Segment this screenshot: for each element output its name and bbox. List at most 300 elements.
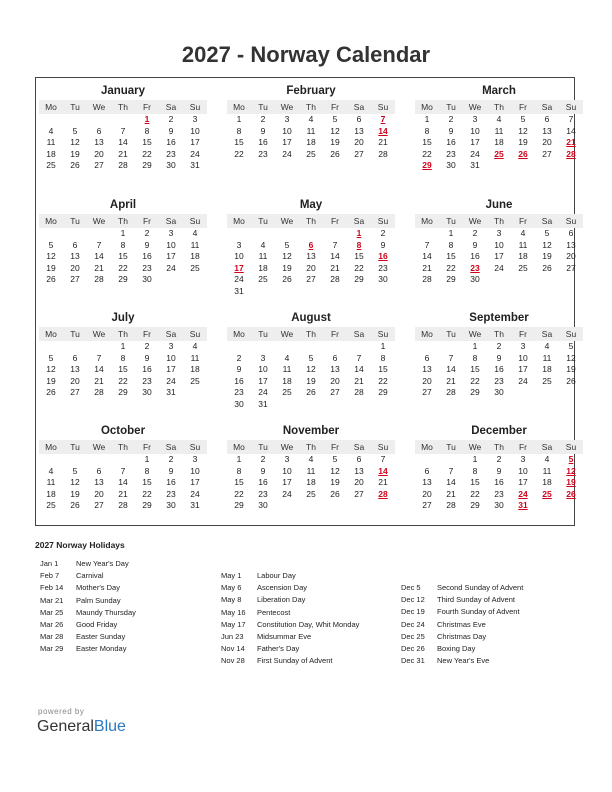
holiday-date: Feb 14	[40, 583, 64, 593]
day-cell: 23	[234, 387, 244, 397]
week-row	[227, 263, 395, 275]
weekday-label: Tu	[258, 442, 268, 452]
holiday-day-cell: 25	[542, 488, 552, 499]
day-cell: 24	[470, 148, 480, 159]
day-cell: 4	[520, 228, 526, 238]
holiday-row	[40, 643, 136, 655]
weekday-label: We	[280, 216, 294, 226]
week-row	[227, 341, 395, 353]
day-cell: 30	[234, 398, 244, 409]
weekday-header	[227, 214, 395, 228]
day-cell: 22	[378, 375, 388, 386]
day-cell: 4	[284, 352, 290, 363]
holiday-row	[221, 619, 359, 631]
day-cell: 10	[494, 239, 504, 250]
day-cell: 14	[446, 477, 456, 487]
day-cell	[559, 160, 583, 172]
day-cell: 31	[258, 398, 268, 409]
holiday-date: Dec 12	[401, 595, 425, 605]
holiday-date: Mar 25	[40, 607, 64, 617]
month-name: December	[471, 425, 527, 437]
holiday-day-cell: 31	[518, 500, 528, 510]
day-cell: 11	[306, 125, 316, 136]
holiday-row	[221, 655, 359, 667]
week-row	[227, 274, 395, 286]
day-cell: 13	[94, 137, 104, 147]
day-cell: 17	[470, 137, 480, 147]
day-cell: 17	[518, 477, 528, 487]
day-cell: 14	[118, 477, 128, 487]
day-cell: 12	[46, 364, 56, 374]
day-cell: 28	[378, 148, 388, 159]
day-cell	[227, 228, 251, 240]
day-cell: 3	[168, 228, 174, 238]
day-cell: 2	[472, 228, 478, 238]
weekday-header	[415, 214, 583, 228]
holiday-row	[40, 619, 136, 631]
weekday-label: Fr	[330, 442, 340, 452]
day-cell: 21	[446, 375, 456, 386]
day-cell: 9	[168, 125, 174, 136]
weekday-label: Tu	[70, 216, 80, 226]
month-october	[39, 423, 207, 512]
day-cell: 7	[380, 454, 386, 464]
day-cell: 19	[46, 375, 56, 386]
weekday-label: Fr	[142, 216, 152, 226]
month-january	[39, 83, 207, 172]
day-cell: 27	[94, 160, 104, 170]
week-row	[39, 500, 207, 512]
day-cell: 26	[46, 387, 56, 397]
day-cell: 17	[518, 364, 528, 374]
holiday-date: Dec 24	[401, 619, 425, 629]
day-cell: 31	[234, 285, 244, 296]
day-cell: 16	[166, 477, 176, 487]
day-cell: 10	[166, 352, 176, 363]
weekday-label: Sa	[541, 442, 553, 452]
holiday-column	[221, 570, 359, 668]
month-name: November	[282, 425, 340, 437]
day-cell: 28	[118, 160, 128, 170]
week-row	[415, 489, 583, 501]
weekday-label: We	[92, 329, 106, 339]
day-cell: 6	[424, 352, 430, 363]
day-cell	[39, 114, 63, 126]
holiday-name: Third Sunday of Advent	[437, 595, 515, 605]
day-cell: 22	[142, 488, 152, 499]
day-cell: 26	[330, 488, 340, 499]
week-row	[415, 160, 583, 172]
holiday-row	[40, 595, 136, 607]
day-cell	[439, 454, 463, 466]
day-cell: 3	[520, 341, 526, 351]
day-cell	[275, 286, 299, 298]
day-cell: 23	[166, 488, 176, 499]
day-cell	[183, 387, 207, 399]
day-cell: 10	[470, 125, 480, 136]
week-row	[39, 376, 207, 388]
week-row	[39, 364, 207, 376]
week-row	[415, 149, 583, 161]
day-cell: 13	[422, 477, 432, 487]
holiday-day-cell: 17	[234, 262, 244, 273]
day-cell: 14	[422, 251, 432, 261]
holiday-name: Boxing Day	[437, 643, 476, 653]
weekday-label: Su	[189, 329, 201, 339]
weekday-label: Su	[565, 442, 577, 452]
weekday-label: We	[468, 329, 482, 339]
day-cell: 21	[118, 488, 128, 499]
day-cell: 4	[48, 465, 54, 476]
day-cell: 7	[96, 352, 102, 363]
day-cell: 19	[70, 488, 80, 499]
day-cell	[347, 286, 371, 298]
weekday-label: Mo	[45, 442, 57, 452]
week-row	[227, 500, 395, 512]
generalblue-logo[interactable]	[37, 718, 126, 736]
day-cell: 27	[306, 274, 316, 284]
holiday-name: New Year's Day	[76, 559, 129, 568]
day-cell: 7	[356, 352, 362, 363]
week-row	[227, 477, 395, 489]
day-cell: 15	[470, 364, 480, 374]
day-cell: 7	[120, 465, 126, 476]
weekday-label: Fr	[142, 442, 152, 452]
weekday-label: Mo	[233, 442, 245, 452]
day-cell: 17	[190, 137, 200, 147]
holiday-day-cell: 28	[566, 148, 576, 159]
day-cell: 1	[236, 114, 242, 124]
holiday-name: Mother's Day	[76, 583, 120, 593]
day-cell: 28	[446, 500, 456, 510]
weekday-label: We	[280, 442, 294, 452]
month-name: March	[482, 85, 516, 97]
day-cell: 15	[118, 364, 128, 374]
day-cell: 28	[446, 387, 456, 397]
weekday-label: Mo	[233, 102, 245, 112]
weekday-label: Fr	[518, 102, 528, 112]
day-cell: 29	[354, 274, 364, 284]
day-cell: 26	[542, 262, 552, 273]
weekday-label: Mo	[233, 216, 245, 226]
day-cell	[535, 274, 559, 286]
day-cell: 1	[120, 228, 126, 238]
day-cell: 8	[424, 125, 430, 136]
day-cell	[63, 114, 87, 126]
day-cell: 29	[142, 500, 152, 510]
day-cell: 1	[380, 341, 386, 351]
day-cell: 28	[94, 274, 104, 284]
day-cell: 29	[234, 500, 244, 510]
holiday-row	[40, 582, 136, 594]
day-cell: 24	[190, 148, 200, 159]
day-cell	[299, 399, 323, 411]
day-cell: 12	[566, 352, 576, 363]
holiday-day-cell: 23	[470, 262, 480, 273]
day-cell: 4	[544, 454, 550, 464]
week-row	[39, 274, 207, 286]
day-cell: 26	[330, 148, 340, 159]
day-cell	[535, 387, 559, 399]
holiday-name: Father's Day	[257, 644, 300, 654]
day-cell: 5	[544, 228, 550, 238]
weekday-label: Tu	[446, 102, 456, 112]
month-february	[227, 83, 395, 160]
day-cell: 11	[282, 364, 292, 374]
weekday-header	[415, 100, 583, 114]
day-cell: 4	[308, 454, 314, 464]
weekday-label: Mo	[45, 329, 57, 339]
week-row	[227, 364, 395, 376]
month-name: January	[100, 85, 146, 97]
month-name: September	[469, 312, 529, 324]
weekday-label: Tu	[258, 329, 268, 339]
holiday-row	[40, 570, 136, 582]
weekday-label: Fr	[330, 102, 340, 112]
holiday-day-cell: 21	[566, 137, 576, 147]
holiday-row	[221, 607, 359, 619]
weekday-label: Th	[494, 329, 504, 339]
day-cell: 1	[448, 228, 454, 238]
weekday-label: Fr	[142, 102, 152, 112]
day-cell: 18	[46, 488, 56, 499]
day-cell: 3	[192, 114, 198, 124]
day-cell: 23	[378, 262, 388, 273]
day-cell: 8	[380, 352, 386, 363]
day-cell: 3	[168, 341, 174, 351]
day-cell: 31	[190, 500, 200, 510]
week-row	[415, 376, 583, 388]
week-row	[39, 466, 207, 478]
day-cell	[183, 274, 207, 286]
week-row	[39, 228, 207, 240]
day-cell: 18	[190, 251, 200, 261]
day-cell: 30	[378, 274, 388, 284]
holiday-name: Second Sunday of Advent	[437, 583, 524, 592]
day-cell: 8	[120, 239, 126, 250]
day-cell: 15	[234, 477, 244, 487]
day-cell: 3	[284, 454, 290, 464]
day-cell	[511, 160, 535, 172]
day-cell: 20	[354, 477, 364, 487]
week-row	[39, 160, 207, 172]
day-cell: 24	[282, 488, 292, 499]
day-cell: 19	[566, 364, 576, 374]
holiday-row	[40, 631, 136, 643]
weekday-label: Su	[189, 442, 201, 452]
day-cell	[299, 228, 323, 240]
month-september	[415, 310, 583, 399]
day-cell: 9	[168, 465, 174, 476]
day-cell: 29	[470, 500, 480, 510]
holiday-date: May 6	[221, 583, 242, 593]
day-cell: 21	[354, 375, 364, 386]
day-cell: 9	[448, 125, 454, 136]
day-cell: 11	[190, 352, 200, 363]
day-cell	[371, 399, 395, 411]
day-cell: 16	[494, 477, 504, 487]
week-row	[227, 240, 395, 252]
weekday-label: Fr	[518, 442, 528, 452]
day-cell: 20	[566, 251, 576, 261]
day-cell: 27	[330, 387, 340, 397]
day-cell: 11	[258, 251, 268, 261]
day-cell: 22	[470, 375, 480, 386]
day-cell: 17	[166, 251, 176, 261]
holiday-day-cell: 5	[568, 454, 574, 464]
day-cell: 21	[94, 262, 104, 273]
day-cell: 18	[258, 262, 268, 273]
weekday-label: Mo	[421, 442, 433, 452]
holiday-name: Palm Sunday	[76, 595, 121, 605]
day-cell: 17	[282, 137, 292, 147]
day-cell: 25	[518, 262, 528, 273]
day-cell: 29	[142, 160, 152, 170]
weekday-header	[415, 327, 583, 341]
day-cell: 18	[542, 364, 552, 374]
holiday-row	[221, 594, 359, 606]
holiday-day-cell: 26	[518, 148, 528, 159]
page-title: 2027 - Norway Calendar	[181, 42, 431, 67]
day-cell: 19	[518, 137, 528, 147]
day-cell: 30	[142, 387, 152, 397]
day-cell: 12	[330, 465, 340, 476]
day-cell	[559, 274, 583, 286]
day-cell: 28	[118, 500, 128, 510]
day-cell: 3	[472, 114, 478, 124]
day-cell: 6	[424, 465, 430, 476]
day-cell: 20	[542, 137, 552, 147]
day-cell: 1	[144, 454, 150, 464]
day-cell: 15	[378, 364, 388, 374]
day-cell: 13	[542, 125, 552, 136]
day-cell: 15	[118, 251, 128, 261]
weekday-label: Th	[306, 102, 316, 112]
day-cell	[415, 341, 439, 353]
day-cell	[63, 228, 87, 240]
weekday-header	[227, 440, 395, 454]
day-cell: 9	[380, 239, 386, 250]
day-cell	[347, 341, 371, 353]
weekday-label: Mo	[421, 216, 433, 226]
week-row	[415, 263, 583, 275]
weekday-label: Th	[118, 216, 128, 226]
day-cell: 11	[190, 239, 200, 250]
weekday-label: Th	[118, 102, 128, 112]
day-cell: 22	[118, 375, 128, 386]
day-cell: 9	[472, 239, 478, 250]
week-row	[415, 114, 583, 126]
day-cell: 18	[306, 137, 316, 147]
holiday-date: Mar 28	[40, 632, 64, 642]
day-cell: 24	[518, 375, 528, 386]
week-row	[415, 341, 583, 353]
day-cell: 23	[446, 148, 456, 159]
day-cell: 24	[258, 387, 268, 397]
day-cell: 8	[472, 352, 478, 363]
holiday-day-cell: 28	[378, 488, 388, 499]
day-cell: 26	[70, 500, 80, 510]
day-cell: 25	[282, 387, 292, 397]
week-row	[39, 387, 207, 399]
week-row	[227, 399, 395, 411]
day-cell: 7	[424, 239, 430, 250]
weekday-label: Th	[494, 442, 504, 452]
logo-text-general: General	[37, 718, 94, 735]
day-cell: 10	[190, 465, 200, 476]
day-cell: 22	[354, 262, 364, 273]
day-cell: 21	[94, 375, 104, 386]
day-cell: 18	[282, 375, 292, 386]
day-cell: 7	[332, 239, 338, 250]
day-cell: 24	[282, 148, 292, 159]
month-july	[39, 310, 207, 399]
day-cell: 9	[496, 465, 502, 476]
day-cell	[275, 399, 299, 411]
weekday-label: Sa	[541, 216, 553, 226]
day-cell: 18	[46, 148, 56, 159]
holiday-day-cell: 6	[308, 239, 314, 250]
day-cell: 11	[542, 352, 552, 363]
weekday-label: Fr	[330, 329, 340, 339]
day-cell	[511, 274, 535, 286]
week-row	[227, 137, 395, 149]
day-cell: 22	[234, 488, 244, 499]
holiday-day-cell: 7	[380, 114, 386, 124]
day-cell: 27	[354, 148, 364, 159]
day-cell: 5	[332, 114, 338, 124]
day-cell: 6	[72, 239, 78, 250]
day-cell: 5	[332, 454, 338, 464]
weekday-label: Sa	[541, 329, 553, 339]
day-cell: 27	[422, 500, 432, 510]
weekday-header	[39, 440, 207, 454]
day-cell: 6	[568, 228, 574, 238]
holiday-name: New Year's Eve	[437, 656, 490, 666]
day-cell: 15	[234, 137, 244, 147]
holiday-name: Easter Sunday	[76, 632, 126, 642]
day-cell: 10	[166, 239, 176, 250]
holiday-date: Dec 19	[401, 607, 425, 617]
week-row	[39, 126, 207, 138]
weekday-header	[227, 327, 395, 341]
holiday-name: Carnival	[76, 571, 104, 581]
day-cell: 20	[94, 148, 104, 159]
weekday-header	[39, 100, 207, 114]
day-cell: 25	[190, 262, 200, 273]
day-cell: 14	[94, 251, 104, 261]
day-cell: 26	[566, 375, 576, 386]
day-cell	[323, 500, 347, 512]
holiday-date: Mar 21	[40, 595, 64, 605]
week-row	[39, 353, 207, 365]
day-cell: 16	[258, 137, 268, 147]
day-cell: 13	[70, 251, 80, 261]
day-cell: 2	[260, 454, 266, 464]
day-cell: 2	[144, 228, 150, 238]
day-cell: 1	[472, 454, 478, 464]
day-cell: 22	[422, 148, 432, 159]
day-cell: 8	[236, 465, 242, 476]
day-cell: 22	[142, 148, 152, 159]
weekday-header	[39, 214, 207, 228]
day-cell: 8	[472, 465, 478, 476]
day-cell: 11	[494, 125, 504, 136]
day-cell: 4	[48, 125, 54, 136]
day-cell: 20	[70, 262, 80, 273]
day-cell: 19	[70, 148, 80, 159]
day-cell: 2	[380, 228, 386, 238]
